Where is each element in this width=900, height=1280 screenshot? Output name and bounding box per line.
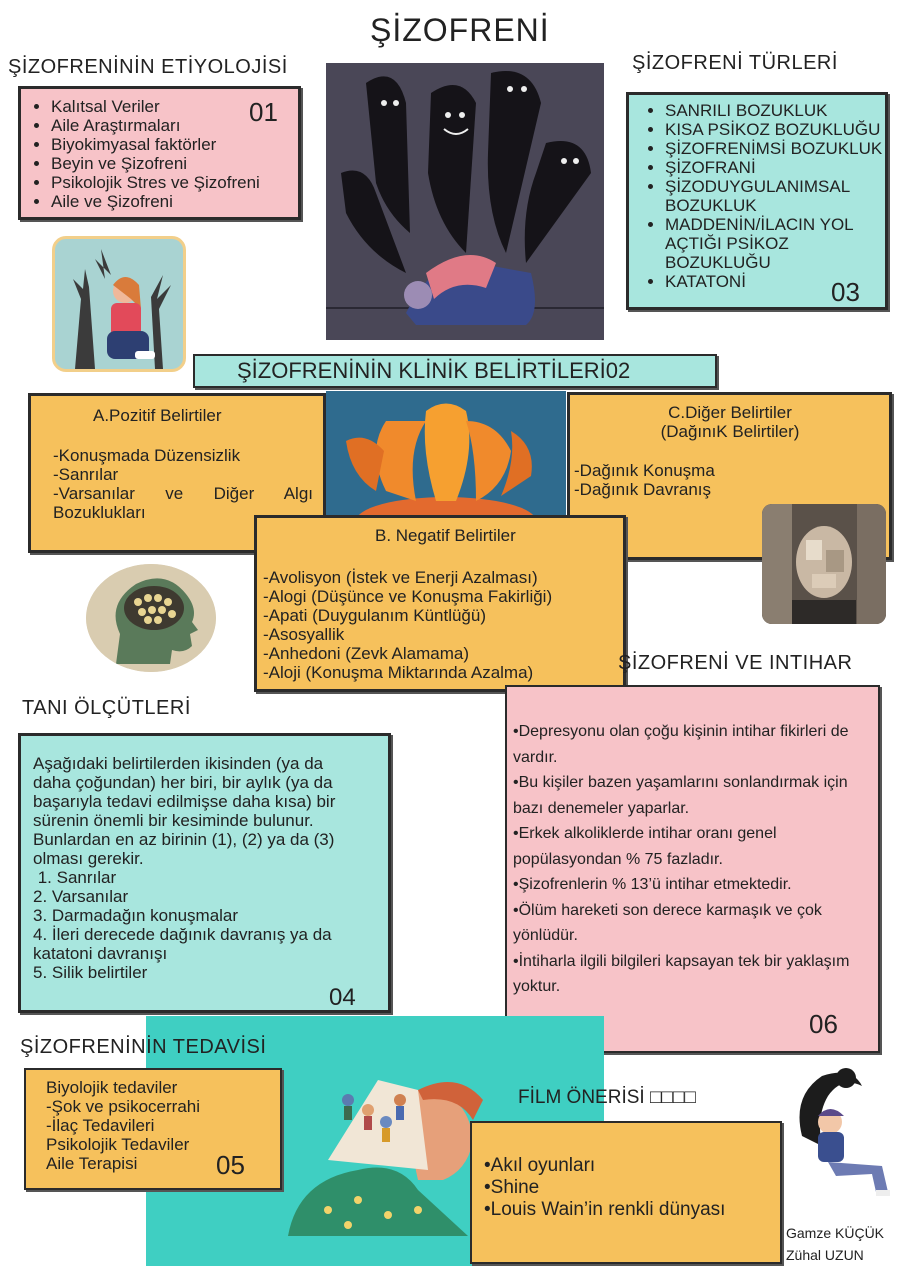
list-item: •Depresyonu olan çoğu kişinin intihar fikirleri de vardır. (513, 723, 849, 766)
list-item: • Biyokimyasal faktörler (51, 135, 298, 154)
suicide-heading: ŞİZOFRENİ VE INTIHAR (618, 652, 853, 674)
faces-illustration (326, 391, 566, 515)
films-list (484, 1155, 725, 1221)
etiology-box (18, 86, 301, 220)
section-number: 03 (831, 277, 860, 307)
diagnosis-intro-line: olması gerekir. (33, 849, 144, 868)
shadow-figures-illustration (326, 63, 604, 340)
list-item: Biyolojik tedaviler (46, 1078, 178, 1097)
list-item: 1. Sanrılar (33, 868, 117, 887)
treatment-heading: ŞİZOFRENİNİN TEDAVİSİ (20, 1036, 267, 1058)
diagnosis-intro-line: daha çoğundan) her biri, bir aylık (ya da (33, 773, 333, 792)
list-item: -Asosyallik (263, 625, 345, 644)
author-name: Zühal UZUN (786, 1247, 864, 1263)
fragmented-face-photo (762, 504, 886, 624)
positive-title: A.Pozitif Belirtiler (93, 406, 222, 425)
films-box (470, 1121, 782, 1264)
sad-person-illustration (792, 1066, 894, 1206)
suicide-box (505, 685, 880, 1053)
list-item: •İntiharla ilgili bilgileri kapsayan tek bir yaklaşım yoktur. (513, 952, 850, 995)
list-item: -Varsanılar ve Diğer Algı Bozuklukları (53, 484, 313, 522)
list-item: Aile Terapisi (46, 1154, 138, 1173)
list-item: -Konuşmada Düzensizlik (53, 446, 241, 465)
diagnosis-intro-line: Bunlardan en az birinin (1), (2) ya da (3) (33, 830, 335, 849)
list-item: Psikolojik Tedaviler (46, 1135, 190, 1154)
list-item: 2. Varsanılar (33, 887, 129, 906)
other-title-line2: (DağınıK Belirtiler) (660, 422, 800, 441)
page-title: ŞİZOFRENİ (370, 12, 550, 48)
diagnosis-intro-line: sürenin önemli bir kesiminde bulunur. (33, 811, 314, 830)
list-item: •Ölüm hareketi son derece karmaşık ve çok yönlüdür. (513, 901, 822, 944)
treatment-box (24, 1068, 282, 1190)
section-number: 04 (329, 984, 356, 1011)
etiology-heading: ŞİZOFRENİNİN ETİYOLOJİSİ (8, 56, 288, 78)
list-item: -Aloji (Konuşma Miktarında Azalma) (263, 663, 534, 682)
list-item: -Avolisyon (İstek ve Enerji Azalması) (263, 568, 538, 587)
list-item: •Erkek alkoliklerde intihar oranı genel popülasyondan % 75 fazladır. (513, 825, 777, 868)
list-item: 5. Silik belirtiler (33, 963, 148, 982)
list-item: • ŞİZODUYGULANIMSAL BOZUKLUK (665, 177, 885, 215)
list-item: -Anhedoni (Zevk Alamama) (263, 644, 469, 663)
treatment-list (46, 1078, 200, 1173)
list-item: • MADDENİN/İLACIN YOL AÇTIĞI PSİKOZ BOZUKLUĞU (665, 215, 885, 272)
diagnosis-heading: TANI ÖLÇÜTLERİ (22, 697, 191, 719)
other-title (570, 403, 890, 441)
types-heading: ŞİZOFRENİ TÜRLERİ (632, 52, 838, 74)
list-item: -Dağınık Konuşma (574, 461, 715, 480)
list-item: •Louis Wain’in renkli dünyası (484, 1199, 726, 1220)
suicide-list (513, 719, 873, 1000)
list-item: •Shine (484, 1177, 540, 1198)
negative-title: B. Negatif Belirtiler (375, 526, 516, 545)
films-heading: FİLM ÖNERİSİ □□□□ (518, 1087, 696, 1108)
negative-symptoms-box (254, 515, 626, 692)
list-item: -Alogi (Düşünce ve Konuşma Fakirliği) (263, 587, 553, 606)
types-list (641, 101, 885, 291)
list-item: • Aile ve Şizofreni (51, 192, 298, 211)
list-item: • Psikolojik Stres ve Şizofreni (51, 173, 298, 192)
list-item: • SANRILI BOZUKLUK (665, 101, 885, 120)
clinical-heading-text: ŞİZOFRENİNİN KLİNİK BELİRTİLERİ (237, 358, 606, 383)
brain-head-illustration (86, 564, 216, 672)
list-item: -Dağınık Davranış (574, 480, 711, 499)
diagnosis-intro-line: başarıyla tedavi edilmişse daha kısa) bir (33, 792, 336, 811)
list-item: • KISA PSİKOZ BOZUKLUĞU (665, 120, 885, 139)
section-number: 02 (605, 358, 631, 383)
diagnosis-text (33, 754, 383, 982)
diagnosis-box (18, 733, 391, 1013)
other-list (574, 461, 715, 499)
section-number: 06 (809, 1009, 838, 1039)
list-item: •Akıl oyunları (484, 1155, 596, 1176)
author-name: Gamze KÜÇÜK (786, 1225, 885, 1241)
section-number: 01 (249, 97, 278, 127)
list-item: • ŞİZOFRANİ (665, 158, 885, 177)
list-item: • KATATONİ (665, 272, 885, 291)
other-title-line1: C.Diğer Belirtiler (668, 403, 792, 422)
list-item: -Apati (Duygulanım Küntlüğü) (263, 606, 487, 625)
list-item: 3. Darmadağın konuşmalar (33, 906, 239, 925)
diagnosis-intro-line: Aşağıdaki belirtilerden ikisinden (ya da (33, 754, 324, 773)
list-item: 4. İleri derecede dağınık davranış ya da katatoni davranışı (33, 925, 332, 963)
list-item: •Şizofrenlerin % 13’ü intihar etmektedir. (513, 876, 792, 893)
list-item: • ŞİZOFRENİMSİ BOZUKLUK (665, 139, 885, 158)
list-item: -Şok ve psikocerrahi (46, 1097, 201, 1116)
list-item: -Sanrılar (53, 465, 119, 484)
clinical-heading (237, 358, 630, 384)
positive-list (53, 446, 313, 522)
authors (786, 1222, 884, 1266)
open-head-illustration (268, 1060, 488, 1236)
list-item: • Beyin ve Şizofreni (51, 154, 298, 173)
list-item: • Aile Araştırmaları (51, 116, 298, 135)
list-item: -İlaç Tedavileri (46, 1116, 155, 1135)
types-box (626, 92, 888, 310)
list-item: • Kalıtsal Veriler (51, 97, 298, 116)
anxious-person-illustration (52, 236, 186, 372)
negative-list (263, 568, 552, 682)
section-number: 05 (216, 1150, 245, 1180)
list-item: •Bu kişiler bazen yaşamlarını sonlandırmak için bazı denemeler yaparlar. (513, 774, 848, 817)
